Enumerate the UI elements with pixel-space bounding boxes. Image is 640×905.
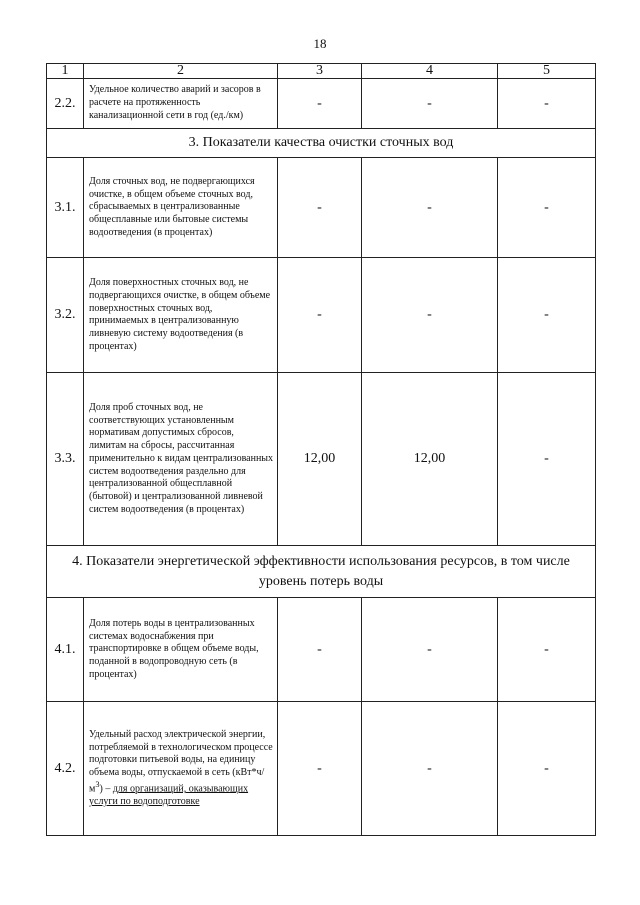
- row-number: 3.3.: [47, 373, 84, 546]
- indicators-table: [46, 63, 596, 836]
- value-col5: -: [498, 598, 596, 702]
- row-description: Доля поверхностных сточных вод, не подвергающихся очистке, в общем объеме поверхностных сточных вод, принимаемых в централизованную ливневую систему водоотведения (в процентах): [84, 258, 278, 373]
- row-number: 2.2.: [47, 79, 84, 129]
- value-col4: -: [362, 258, 498, 373]
- value-col5: -: [498, 373, 596, 546]
- section-title: 4. Показатели энергетической эффективности использования ресурсов, в том числе уровень потерь воды: [47, 546, 596, 598]
- description-text: Удельный расход электрической энергии, потребляемой в технологическом процессе подготовки питьевой воды, на единицу объема воды, отпускаемой в сеть (кВт*ч/м: [89, 728, 273, 795]
- value-col3: -: [278, 79, 362, 129]
- table-row: [47, 258, 596, 373]
- header-cell: 5: [498, 64, 596, 79]
- section-row: [47, 546, 596, 598]
- table-row: [47, 373, 596, 546]
- value-col3: -: [278, 598, 362, 702]
- table-row: [47, 79, 596, 129]
- value-col4: -: [362, 598, 498, 702]
- header-cell: 4: [362, 64, 498, 79]
- section-title: 3. Показатели качества очистки сточных вод: [47, 129, 596, 158]
- row-description: [84, 702, 278, 836]
- value-col4: -: [362, 702, 498, 836]
- value-col5: -: [498, 258, 596, 373]
- header-cell: 1: [47, 64, 84, 79]
- value-col3: -: [278, 158, 362, 258]
- table-header-row: [47, 64, 596, 79]
- value-col5: -: [498, 158, 596, 258]
- description-text: ) –: [99, 783, 113, 795]
- row-number: 4.1.: [47, 598, 84, 702]
- row-number: 4.2.: [47, 702, 84, 836]
- section-row: [47, 129, 596, 158]
- page-number: 18: [313, 36, 327, 51]
- table-row: [47, 158, 596, 258]
- table-row: [47, 598, 596, 702]
- value-col4: -: [362, 79, 498, 129]
- value-col3: -: [278, 702, 362, 836]
- row-description: Доля проб сточных вод, не соответствующих установленным нормативам допустимых сбросов, лимитам на сбросы, рассчитанная применительно к видам централизованных систем водоотведения раздельно для централизованной общесплавной (бытовой) и централизованной ливневой систем водоотведения (в процентах): [84, 373, 278, 546]
- row-number: 3.1.: [47, 158, 84, 258]
- value-col4: 12,00: [362, 373, 498, 546]
- header-cell: 3: [278, 64, 362, 79]
- underlined-text: для организаций, оказывающих услуги по водоподготовке: [89, 783, 249, 808]
- row-description: Доля потерь воды в централизованных системах водоснабжения при транспортировке в общем объеме воды, поданной в водопроводную сеть (в процентах): [84, 598, 278, 702]
- superscript: 3: [95, 779, 100, 789]
- value-col5: -: [498, 702, 596, 836]
- row-description: Удельное количество аварий и засоров в расчете на протяженность канализационной сети в год (ед./км): [84, 79, 278, 129]
- value-col4: -: [362, 158, 498, 258]
- row-number: 3.2.: [47, 258, 84, 373]
- value-col3: -: [278, 258, 362, 373]
- row-description: Доля сточных вод, не подвергающихся очистке, в общем объеме сточных вод, сбрасываемых в централизованные общесплавные или бытовые системы водоотведения (в процентах): [84, 158, 278, 258]
- header-cell: 2: [84, 64, 278, 79]
- table-row: [47, 702, 596, 836]
- value-col5: -: [498, 79, 596, 129]
- value-col3: 12,00: [278, 373, 362, 546]
